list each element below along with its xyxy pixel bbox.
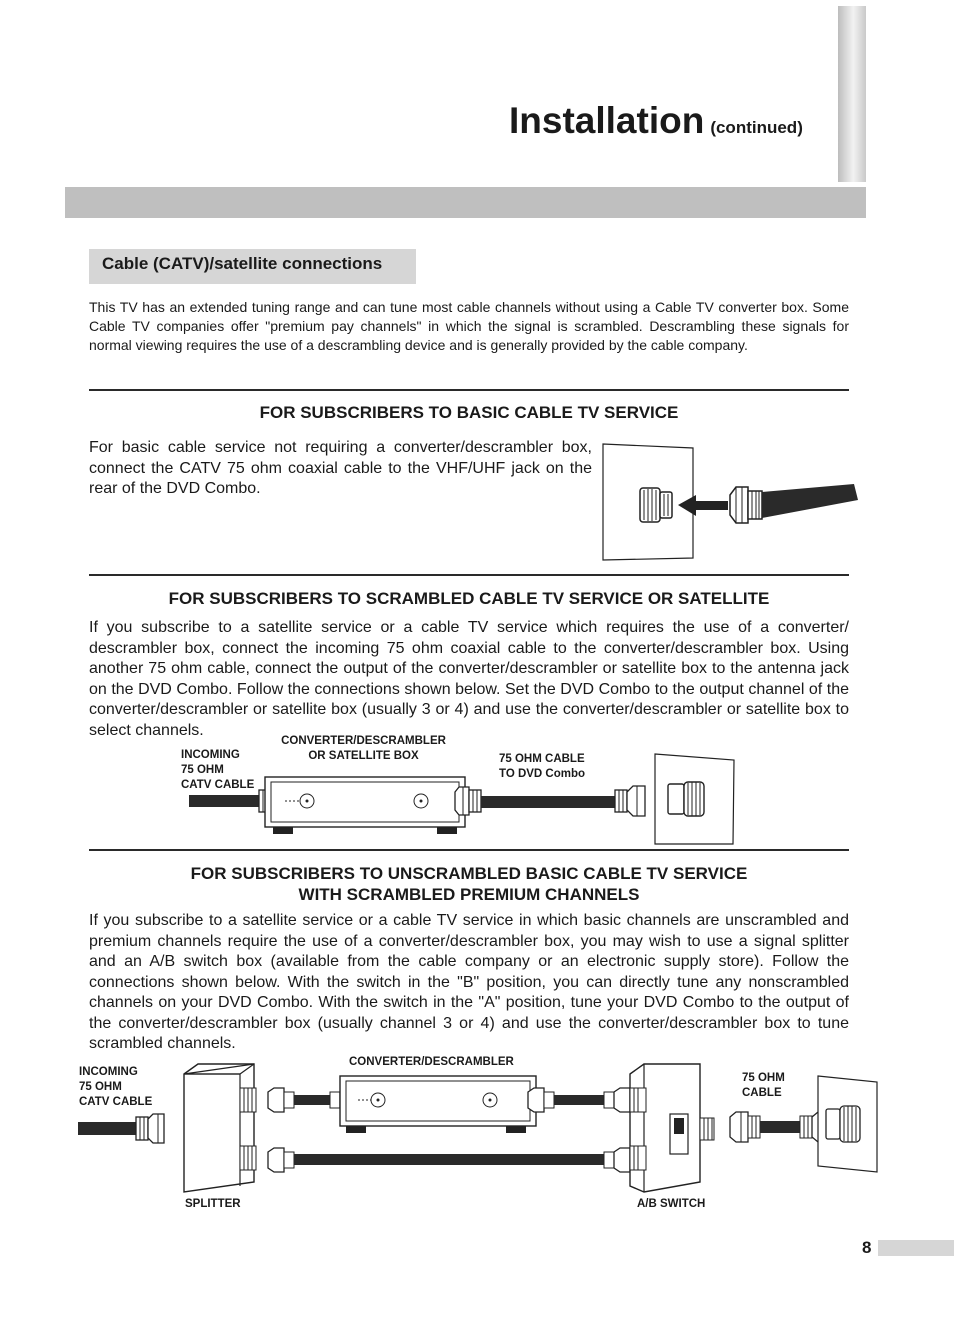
output-cable-label: 75 OHM CABLE bbox=[742, 1072, 785, 1099]
coax-connector-icon bbox=[455, 787, 481, 815]
header-band bbox=[65, 187, 866, 218]
splitter-icon bbox=[184, 1064, 256, 1192]
coax-connector-icon bbox=[615, 786, 645, 816]
coax-connector-icon bbox=[604, 1148, 630, 1172]
converter-label: CONVERTER/DESCRAMBLER bbox=[349, 1056, 514, 1068]
coax-connector-icon bbox=[604, 1088, 630, 1112]
scrambled-connection-diagram bbox=[185, 752, 745, 848]
basic-heading: FOR SUBSCRIBERS TO BASIC CABLE TV SERVICE bbox=[259, 403, 679, 422]
page-number: 8 bbox=[862, 1238, 872, 1257]
coax-connector-icon bbox=[268, 1088, 294, 1112]
antenna-jack-icon bbox=[668, 782, 704, 816]
unscrambled-heading bbox=[89, 863, 849, 905]
unscrambled-connection-diagram bbox=[76, 1062, 880, 1192]
scrambled-paragraph: If you subscribe to a satellite service or a cable TV service which requires the use of a converter/ descrambler box, connect the incoming 75 ohm coaxial cable to the converter/descrambler box. Using another 75 ohm cable, connect the output of the converter/descrambler or satellite box to the antenna jack on the DVD Combo. Follow the connections shown below. Set the DVD Combo to the output channel of the converter/descrambler or satellite box (usually 3 or 4) and use the converter/descrambler or satellite box to select channels. bbox=[89, 619, 849, 739]
converter-box-label: CONVERTER/DESCRAMBLER OR SATELLITE BOX bbox=[281, 735, 446, 762]
cable-to-dvd-label: 75 OHM CABLE TO DVD Combo bbox=[499, 753, 586, 780]
antenna-jack-icon bbox=[640, 488, 672, 522]
intro-paragraph: This TV has an extended tuning range and can tune most cable channels without using a Cable TV converter box. Some Cable TV companies offer "premium pay channels" in which the signal is scrambled. Descrambling these signals for normal viewing requires the use of a descrambling device and is generally provided by the cable company. bbox=[89, 299, 849, 353]
divider bbox=[89, 389, 849, 391]
incoming-cable-label: INCOMING 75 OHM CATV CABLE bbox=[181, 749, 255, 791]
divider bbox=[89, 849, 849, 851]
ab-switch-icon bbox=[630, 1064, 714, 1192]
coax-connector-icon bbox=[730, 1112, 760, 1142]
divider bbox=[89, 574, 849, 576]
scrambled-heading: FOR SUBSCRIBERS TO SCRAMBLED CABLE TV SERVICE OR SATELLITE bbox=[168, 589, 770, 608]
ab-switch-label: A/B SWITCH bbox=[637, 1198, 706, 1210]
converter-box-icon bbox=[340, 1076, 536, 1133]
basic-connection-diagram bbox=[600, 440, 862, 564]
incoming-cable-label: INCOMING 75 OHM CATV CABLE bbox=[79, 1066, 153, 1108]
coax-connector-icon bbox=[268, 1148, 294, 1172]
coax-connector-icon bbox=[528, 1088, 554, 1112]
antenna-jack-icon bbox=[826, 1106, 860, 1142]
converter-box-icon bbox=[265, 777, 465, 834]
title-text: Installation bbox=[509, 100, 705, 141]
coax-connector-icon bbox=[136, 1114, 164, 1143]
page-title bbox=[509, 100, 803, 142]
title-suffix: (continued) bbox=[710, 118, 803, 137]
unscrambled-heading-line-1: FOR SUBSCRIBERS TO UNSCRAMBLED BASIC CABLE TV SERVICE bbox=[190, 864, 748, 883]
page-tab-decoration bbox=[838, 6, 866, 182]
splitter-label: SPLITTER bbox=[185, 1198, 241, 1210]
page-number-bar bbox=[878, 1240, 954, 1256]
basic-paragraph: For basic cable service not requiring a converter/descrambler box, connect the CATV 75 ohm coaxial cable to the VHF/UHF jack on the rear of the DVD Combo. bbox=[89, 439, 592, 497]
section-heading: Cable (CATV)/satellite connections bbox=[89, 249, 416, 284]
coax-connector-icon bbox=[730, 487, 762, 523]
unscrambled-heading-line-2: WITH SCRAMBLED PREMIUM CHANNELS bbox=[298, 885, 640, 904]
unscrambled-paragraph: If you subscribe to a satellite service or a cable TV service in which basic channels are unscrambled and premium channels require the use of a converter/descrambler box, you may wish to use a signal splitter and an A/B switch box (available from the cable company or an electronic supply store). Follow the connections shown below. With the switch in the "B" position, you can directly tune any nonscrambled channels on your DVD Combo. With the switch in the "A" position, tune your DVD Combo to the output of the converter/descrambler box (usually channel 3 or 4) and use the converter/descrambler box to tune scrambled channels. bbox=[89, 912, 849, 1052]
